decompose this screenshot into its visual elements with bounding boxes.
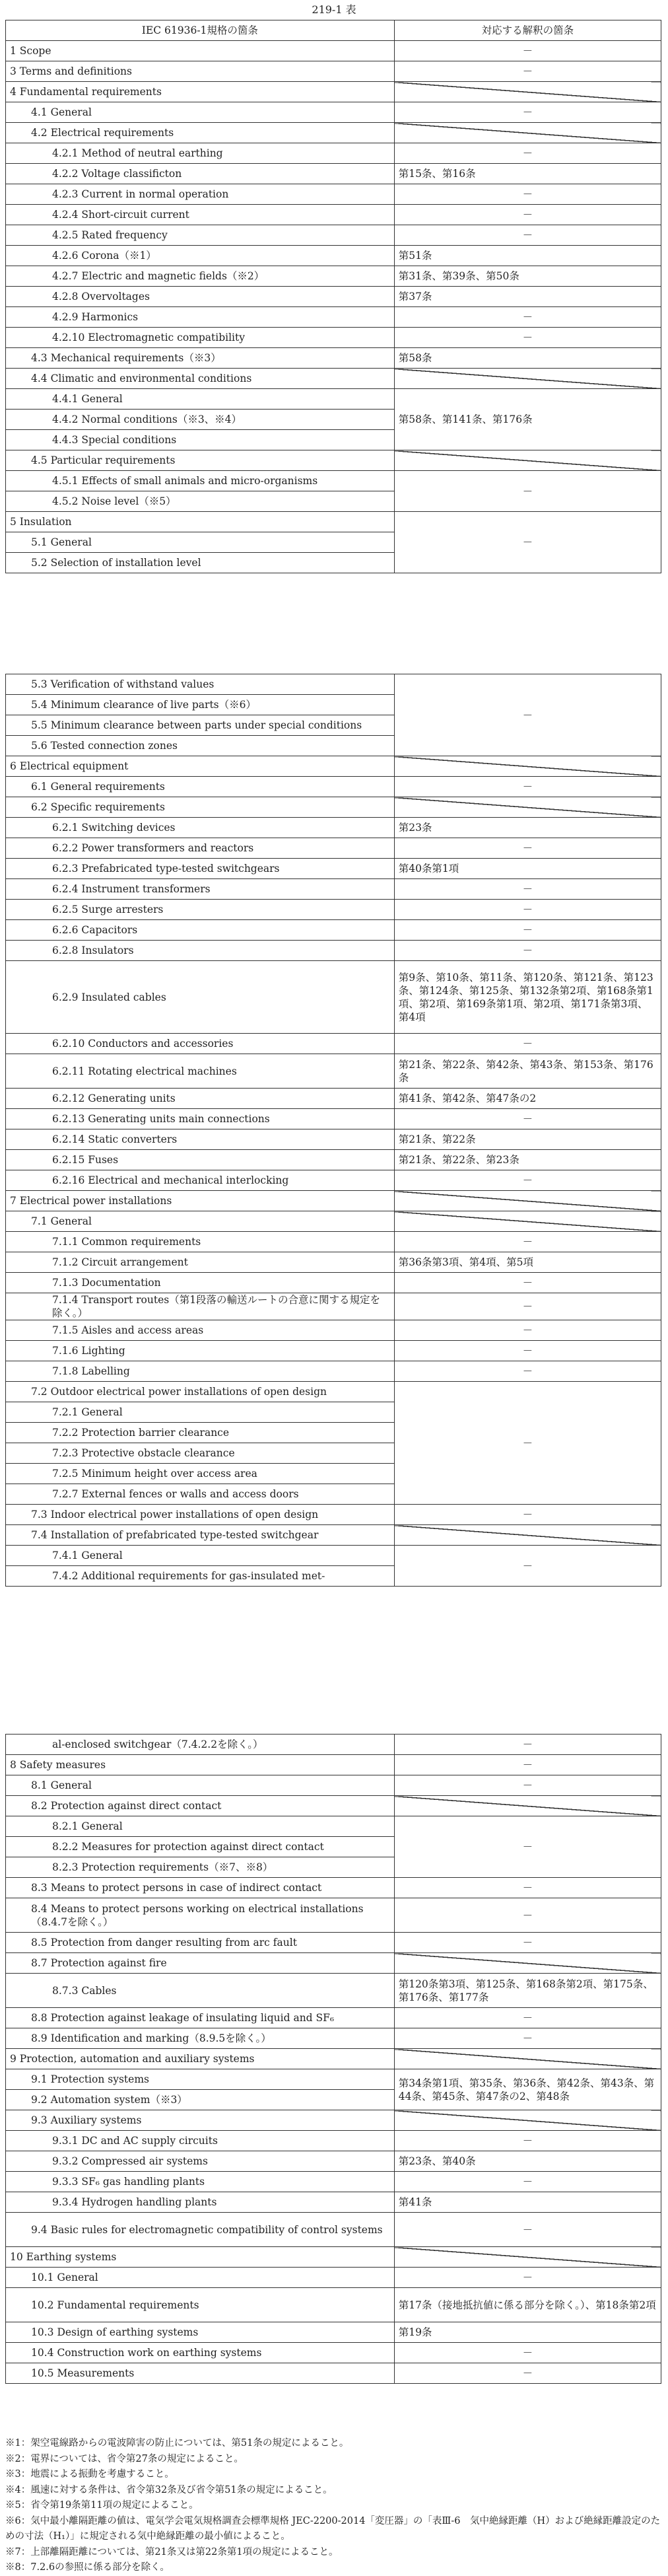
iec-clause-cell: 6.2.5 Surge arresters (6, 900, 395, 920)
table-row (6, 1796, 661, 1816)
iec-clause-cell: 10.4 Construction work on earthing systems (6, 2343, 395, 2363)
interpretation-clause-text: － (522, 1437, 533, 1449)
iec-clause-cell: 7.1.8 Labelling (6, 1361, 395, 1382)
iec-clause-cell: 8.8 Protection against leakage of insulating liquid and SF₆ (6, 2008, 395, 2028)
iec-clause-cell: 7.2 Outdoor electrical power installations of open design (6, 1382, 395, 1402)
interpretation-clause-cell: － (394, 1878, 661, 1898)
iec-clause-cell: 7.3 Indoor electrical power installations of open design (6, 1505, 395, 1525)
table-row (6, 369, 661, 389)
interpretation-clause-cell (394, 2069, 661, 2110)
table-row (6, 1252, 661, 1273)
interpretation-clause-cell: 第51条 (394, 246, 661, 266)
interpretation-clause-cell: － (394, 143, 661, 164)
interpretation-clause-cell (394, 471, 661, 512)
iec-clause-cell: 7.2.7 External fences or walls and access doors (6, 1484, 395, 1505)
interpretation-clause-cell: － (394, 1320, 661, 1341)
interpretation-clause-cell: － (394, 1034, 661, 1054)
iec-clause-cell: 4.4.1 General (6, 389, 395, 410)
iec-clause-cell: 9.1 Protection systems (6, 2069, 395, 2090)
interpretation-clause-cell: － (394, 2131, 661, 2151)
interpretation-clause-cell: － (394, 1933, 661, 1953)
table-row (6, 1320, 661, 1341)
iec-clause-cell: 7.2.1 General (6, 1402, 395, 1423)
not-applicable-diagonal-cell (394, 1525, 661, 1546)
table-row (6, 2363, 661, 2384)
table-row (6, 879, 661, 900)
iec-clause-cell: 8.4 Means to protect persons working on electrical installations（8.4.7を除く。） (6, 1898, 395, 1933)
table-row (6, 450, 661, 471)
table-row (6, 2172, 661, 2192)
iec-clause-cell: 4.4.3 Special conditions (6, 430, 395, 450)
table-row (6, 2131, 661, 2151)
iec-clause-cell: 6.2.1 Switching devices (6, 818, 395, 838)
correspondence-table-part-3 (5, 1734, 661, 2384)
iec-clause-cell: 6.1 General requirements (6, 777, 395, 797)
iec-clause-cell: 9.2 Automation system（※3） (6, 2090, 395, 2110)
iec-clause-cell: 6.2.15 Fuses (6, 1150, 395, 1170)
table-row (6, 777, 661, 797)
table-row (6, 307, 661, 328)
not-applicable-diagonal-cell (394, 756, 661, 777)
interpretation-clause-cell: 第58条 (394, 348, 661, 369)
interpretation-clause-cell: － (394, 1735, 661, 1755)
iec-clause-cell: 7.1.1 Common requirements (6, 1232, 395, 1252)
table-row (6, 389, 661, 410)
iec-clause-cell: 8.2 Protection against direct contact (6, 1796, 395, 1816)
table-row (6, 184, 661, 205)
footnote: ※6：気中最小離隔距離の値は、電気学会電気規格調査会標準規格 JEC-2200-2014「変圧器」の「表Ⅲ-6 気中絶縁距離（H）および絶縁距離設定のための寸法（H₁）」に規定される気中絶縁距離の最小値によること。 (5, 2515, 661, 2542)
iec-clause-cell: 7.1.6 Lighting (6, 1341, 395, 1361)
table-row (6, 102, 661, 123)
correspondence-table-part-1 (5, 20, 661, 573)
table-row (6, 2247, 661, 2268)
interpretation-clause-cell: － (394, 1775, 661, 1796)
iec-clause-cell: 7.4.2 Additional requirements for gas-insulated met- (6, 1566, 395, 1587)
table-row (6, 2322, 661, 2343)
table-row (6, 756, 661, 777)
interpretation-clause-cell: － (394, 225, 661, 246)
iec-clause-cell: 10.1 General (6, 2268, 395, 2288)
interpretation-clause-text: － (522, 1841, 533, 1853)
interpretation-clause-cell: － (394, 2268, 661, 2288)
iec-clause-cell: 6.2.11 Rotating electrical machines (6, 1054, 395, 1089)
table-caption: 219-1 表 (312, 3, 356, 16)
interpretation-clause-cell: 第9条、第10条、第11条、第120条、第121条、第123条、第124条、第125条、第132条第2項、第168条第1項、第2項、第169条第1項、第2項、第171条第3項、第4項 (394, 961, 661, 1034)
table-row (6, 2008, 661, 2028)
table-row (6, 1034, 661, 1054)
table-row (6, 1878, 661, 1898)
interpretation-clause-cell (394, 512, 661, 573)
iec-clause-cell: 5.4 Minimum clearance of live parts（※6） (6, 695, 395, 715)
iec-clause-cell: 4.2.4 Short-circuit current (6, 205, 395, 225)
iec-clause-cell: 4.2.7 Electric and magnetic fields（※2） (6, 266, 395, 287)
interpretation-clause-cell: 第41条 (394, 2192, 661, 2213)
iec-clause-cell: 6.2.16 Electrical and mechanical interlocking (6, 1170, 395, 1191)
iec-clause-cell: 8 Safety measures (6, 1755, 395, 1775)
iec-clause-cell: 5.2 Selection of installation level (6, 553, 395, 573)
interpretation-clause-cell: 第120条第3項、第125条、第168条第2項、第175条、第176条、第177条 (394, 1974, 661, 2008)
not-applicable-diagonal-cell (394, 1211, 661, 1232)
iec-clause-cell: 4.2.3 Current in normal operation (6, 184, 395, 205)
iec-clause-cell: 4.2.2 Voltage classificton (6, 164, 395, 184)
table-row (6, 818, 661, 838)
iec-clause-cell: 5.6 Tested connection zones (6, 736, 395, 756)
interpretation-clause-cell: － (394, 205, 661, 225)
table-row (6, 1191, 661, 1211)
interpretation-clause-cell: － (394, 41, 661, 61)
correspondence-table-part-2 (5, 674, 661, 1587)
interpretation-clause-cell: 第31条、第39条、第50条 (394, 266, 661, 287)
table-row (6, 1546, 661, 1566)
table-row (6, 2049, 661, 2069)
iec-clause-cell: 7.4 Installation of prefabricated type-tested switchgear (6, 1525, 395, 1546)
iec-clause-cell: 4.3 Mechanical requirements（※3） (6, 348, 395, 369)
iec-clause-cell: 7.4.1 General (6, 1546, 395, 1566)
not-applicable-diagonal-cell (394, 450, 661, 471)
table-row (6, 1293, 661, 1320)
iec-clause-cell: 6.2.10 Conductors and accessories (6, 1034, 395, 1054)
interpretation-clause-cell: － (394, 1109, 661, 1129)
interpretation-clause-cell: 第15条、第16条 (394, 164, 661, 184)
interpretation-clause-cell: － (394, 1232, 661, 1252)
iec-clause-cell: 7.1 General (6, 1211, 395, 1232)
table-row (6, 1341, 661, 1361)
interpretation-clause-text: － (522, 709, 533, 721)
iec-clause-cell: 6.2.2 Power transformers and reactors (6, 838, 395, 859)
iec-clause-cell: 5.3 Verification of withstand values (6, 674, 395, 695)
interpretation-clause-cell: － (394, 1505, 661, 1525)
table-row (6, 1816, 661, 1837)
iec-clause-cell: 4.2.8 Overvoltages (6, 287, 395, 307)
interpretation-clause-cell: － (394, 838, 661, 859)
iec-clause-cell: 10.2 Fundamental requirements (6, 2288, 395, 2322)
iec-clause-cell: al-enclosed switchgear（7.4.2.2を除く。） (6, 1735, 395, 1755)
interpretation-clause-cell: 第36条第3項、第4項、第5項 (394, 1252, 661, 1273)
interpretation-clause-cell: － (394, 1170, 661, 1191)
table-row (6, 1361, 661, 1382)
table-row (6, 2288, 661, 2322)
interpretation-clause-cell (394, 1382, 661, 1505)
footnote: ※1：架空電線路からの電波障害の防止については、第51条の規定によること。 (5, 2438, 349, 2449)
footnote: ※8：7.2.6の参照に係る部分を除く。 (5, 2562, 170, 2573)
iec-clause-cell: 6.2.14 Static converters (6, 1129, 395, 1150)
interpretation-clause-cell: － (394, 61, 661, 82)
interpretation-clause-cell: － (394, 102, 661, 123)
iec-clause-cell: 7.2.3 Protective obstacle clearance (6, 1443, 395, 1464)
iec-clause-cell: 6 Electrical equipment (6, 756, 395, 777)
header-interpretation-clause: 対応する解釈の箇条 (394, 20, 661, 41)
interpretation-clause-cell (394, 1546, 661, 1587)
iec-clause-cell: 4.2.6 Corona（※1） (6, 246, 395, 266)
interpretation-clause-cell: 第21条、第22条、第23条 (394, 1150, 661, 1170)
table-row (6, 266, 661, 287)
interpretation-clause-cell: 第19条 (394, 2322, 661, 2343)
table-row (6, 1525, 661, 1546)
table-row (6, 41, 661, 61)
iec-clause-cell: 8.5 Protection from danger resulting from arc fault (6, 1933, 395, 1953)
not-applicable-diagonal-cell (394, 2110, 661, 2131)
iec-clause-cell: 7.2.5 Minimum height over access area (6, 1464, 395, 1484)
table-row (6, 287, 661, 307)
table-row (6, 1109, 661, 1129)
interpretation-clause-cell: 第21条、第22条 (394, 1129, 661, 1150)
iec-clause-cell: 4.2.5 Rated frequency (6, 225, 395, 246)
table-row (6, 2110, 661, 2131)
interpretation-clause-cell: 第21条、第22条、第42条、第43条、第153条、第176条 (394, 1054, 661, 1089)
table-row (6, 797, 661, 818)
iec-clause-cell: 9.3.2 Compressed air systems (6, 2151, 395, 2172)
table-row (6, 1232, 661, 1252)
table-row (6, 2069, 661, 2090)
iec-clause-cell: 6.2.13 Generating units main connections (6, 1109, 395, 1129)
table-row (6, 348, 661, 369)
interpretation-clause-cell: － (394, 777, 661, 797)
iec-clause-cell: 7.1.3 Documentation (6, 1273, 395, 1293)
interpretation-clause-cell: － (394, 2363, 661, 2384)
iec-clause-cell: 8.7 Protection against fire (6, 1953, 395, 1974)
table-row (6, 1273, 661, 1293)
iec-clause-cell: 8.9 Identification and marking（8.9.5を除く。） (6, 2028, 395, 2049)
table-row (6, 471, 661, 491)
table-row (6, 143, 661, 164)
table-row (6, 2028, 661, 2049)
footnote: ※3：地震による振動を考慮すること。 (5, 2469, 174, 2480)
iec-clause-cell: 10.5 Measurements (6, 2363, 395, 2384)
iec-clause-cell: 4.1 General (6, 102, 395, 123)
iec-clause-cell: 10 Earthing systems (6, 2247, 395, 2268)
not-applicable-diagonal-cell (394, 82, 661, 102)
table-row (6, 328, 661, 348)
table-row (6, 1755, 661, 1775)
table-row (6, 838, 661, 859)
iec-clause-cell: 9.3.4 Hydrogen handling plants (6, 2192, 395, 2213)
interpretation-clause-cell: － (394, 1341, 661, 1361)
table-row (6, 1775, 661, 1796)
iec-clause-cell: 9 Protection, automation and auxiliary systems (6, 2049, 395, 2069)
interpretation-clause-text: － (522, 1559, 533, 1572)
iec-clause-cell: 10.3 Design of earthing systems (6, 2322, 395, 2343)
footnotes (5, 2436, 661, 2576)
not-applicable-diagonal-cell (394, 2049, 661, 2069)
not-applicable-diagonal-cell (394, 1953, 661, 1974)
interpretation-clause-cell: － (394, 1898, 661, 1933)
iec-clause-cell: 1 Scope (6, 41, 395, 61)
interpretation-clause-cell: － (394, 900, 661, 920)
table-row (6, 941, 661, 961)
table-row (6, 246, 661, 266)
iec-clause-cell: 9.4 Basic rules for electromagnetic compatibility of control systems (6, 2213, 395, 2247)
table-row (6, 61, 661, 82)
iec-clause-cell: 4.2.1 Method of neutral earthing (6, 143, 395, 164)
interpretation-clause-cell: 第23条、第40条 (394, 2151, 661, 2172)
table-row (6, 82, 661, 102)
table-row (6, 1382, 661, 1402)
not-applicable-diagonal-cell (394, 1191, 661, 1211)
not-applicable-diagonal-cell (394, 2247, 661, 2268)
footnote: ※5：省令第19条第11項の規定によること。 (5, 2500, 199, 2511)
table-row (6, 961, 661, 1034)
interpretation-clause-cell: － (394, 2213, 661, 2247)
iec-clause-cell: 4.2.9 Harmonics (6, 307, 395, 328)
table-row (6, 205, 661, 225)
table-row (6, 2343, 661, 2363)
table-row (6, 2192, 661, 2213)
interpretation-clause-cell: 第41条、第42条、第47条の2 (394, 1089, 661, 1109)
interpretation-clause-cell (394, 1816, 661, 1878)
table-row (6, 1129, 661, 1150)
table-row (6, 1953, 661, 1974)
interpretation-clause-cell: － (394, 307, 661, 328)
table-row (6, 1898, 661, 1933)
table-row (6, 2151, 661, 2172)
iec-clause-cell: 4.5.2 Noise level（※5） (6, 491, 395, 512)
iec-clause-cell: 8.2.1 General (6, 1816, 395, 1837)
interpretation-clause-cell: － (394, 2028, 661, 2049)
interpretation-clause-cell: － (394, 1293, 661, 1320)
iec-clause-cell: 9.3.3 SF₆ gas handling plants (6, 2172, 395, 2192)
iec-clause-cell: 4.5.1 Effects of small animals and micro-organisms (6, 471, 395, 491)
table-row (6, 1054, 661, 1089)
table-row (6, 920, 661, 941)
interpretation-clause-text: － (522, 485, 533, 497)
table-row (6, 1089, 661, 1109)
interpretation-clause-cell: 第37条 (394, 287, 661, 307)
table-row (6, 225, 661, 246)
interpretation-clause-cell: － (394, 941, 661, 961)
interpretation-clause-text: 第58条、第141条、第176条 (398, 413, 533, 425)
table-row (6, 164, 661, 184)
iec-clause-cell: 5.5 Minimum clearance between parts under special conditions (6, 715, 395, 736)
footnote: ※4：風速に対する条件は、省令第32条及び省令第51条の規定によること。 (5, 2484, 333, 2495)
header-iec-clause: IEC 61936-1規格の箇条 (6, 20, 395, 41)
iec-clause-cell: 7 Electrical power installations (6, 1191, 395, 1211)
table-row (6, 900, 661, 920)
iec-clause-cell: 4.5 Particular requirements (6, 450, 395, 471)
table-row (6, 859, 661, 879)
iec-clause-cell: 6.2.4 Instrument transformers (6, 879, 395, 900)
iec-clause-cell: 9.3.1 DC and AC supply circuits (6, 2131, 395, 2151)
iec-clause-cell: 7.1.2 Circuit arrangement (6, 1252, 395, 1273)
iec-clause-cell: 4 Fundamental requirements (6, 82, 395, 102)
table-row (6, 1211, 661, 1232)
interpretation-clause-cell: － (394, 920, 661, 941)
iec-clause-cell: 7.1.5 Aisles and access areas (6, 1320, 395, 1341)
iec-clause-cell: 8.7.3 Cables (6, 1974, 395, 2008)
footnote: ※7：上部離隔距離については、第21条又は第22条第1項の規定によること。 (5, 2546, 339, 2558)
table-row (6, 674, 661, 695)
interpretation-clause-cell: － (394, 1273, 661, 1293)
table-row (6, 2268, 661, 2288)
iec-clause-cell: 8.3 Means to protect persons in case of indirect contact (6, 1878, 395, 1898)
table-row (6, 1974, 661, 2008)
iec-clause-cell: 6.2 Specific requirements (6, 797, 395, 818)
iec-clause-cell: 7.2.2 Protection barrier clearance (6, 1423, 395, 1443)
interpretation-clause-cell: － (394, 1361, 661, 1382)
interpretation-clause-cell: － (394, 328, 661, 348)
table-row (6, 2213, 661, 2247)
iec-clause-cell: 5.1 General (6, 532, 395, 553)
not-applicable-diagonal-cell (394, 797, 661, 818)
table-row (6, 1505, 661, 1525)
not-applicable-diagonal-cell (394, 1796, 661, 1816)
interpretation-clause-cell: － (394, 1755, 661, 1775)
iec-clause-cell: 6.2.8 Insulators (6, 941, 395, 961)
iec-clause-cell: 3 Terms and definitions (6, 61, 395, 82)
table-row (6, 123, 661, 143)
table-header-row (6, 20, 661, 41)
interpretation-clause-cell: － (394, 2008, 661, 2028)
iec-clause-cell: 8.2.3 Protection requirements（※7、※8） (6, 1857, 395, 1878)
interpretation-clause-cell (394, 389, 661, 450)
interpretation-clause-cell (394, 674, 661, 756)
interpretation-clause-cell: － (394, 2343, 661, 2363)
iec-clause-cell: 4.4 Climatic and environmental conditions (6, 369, 395, 389)
table-row (6, 1735, 661, 1755)
iec-clause-cell: 8.2.2 Measures for protection against direct contact (6, 1837, 395, 1857)
interpretation-clause-cell: 第23条 (394, 818, 661, 838)
iec-clause-cell: 7.1.4 Transport routes（第1段落の輸送ルートの合意に関する規定を除く。） (6, 1293, 395, 1320)
iec-clause-cell: 6.2.12 Generating units (6, 1089, 395, 1109)
not-applicable-diagonal-cell (394, 369, 661, 389)
interpretation-clause-cell: － (394, 184, 661, 205)
table-row (6, 1933, 661, 1953)
iec-clause-cell: 4.4.2 Normal conditions（※3、※4） (6, 410, 395, 430)
iec-clause-cell: 4.2.10 Electromagnetic compatibility (6, 328, 395, 348)
iec-clause-cell: 6.2.3 Prefabricated type-tested switchgears (6, 859, 395, 879)
iec-clause-cell: 6.2.6 Capacitors (6, 920, 395, 941)
interpretation-clause-text: 第34条第1項、第35条、第36条、第42条、第43条、第44条、第45条、第47条の2、第48条 (398, 2077, 655, 2102)
footnote: ※2：電界については、省令第27条の規定によること。 (5, 2453, 244, 2464)
interpretation-clause-cell: － (394, 879, 661, 900)
interpretation-clause-cell: 第17条（接地抵抗値に係る部分を除く。）、第18条第2項 (394, 2288, 661, 2322)
interpretation-clause-text: － (522, 536, 533, 548)
table-row (6, 1150, 661, 1170)
iec-clause-cell: 4.2 Electrical requirements (6, 123, 395, 143)
interpretation-clause-cell: － (394, 2172, 661, 2192)
interpretation-clause-cell: 第40条第1項 (394, 859, 661, 879)
iec-clause-cell: 5 Insulation (6, 512, 395, 532)
not-applicable-diagonal-cell (394, 123, 661, 143)
iec-clause-cell: 9.3 Auxiliary systems (6, 2110, 395, 2131)
iec-clause-cell: 6.2.9 Insulated cables (6, 961, 395, 1034)
table-row (6, 1170, 661, 1191)
iec-clause-cell: 8.1 General (6, 1775, 395, 1796)
table-row (6, 512, 661, 532)
